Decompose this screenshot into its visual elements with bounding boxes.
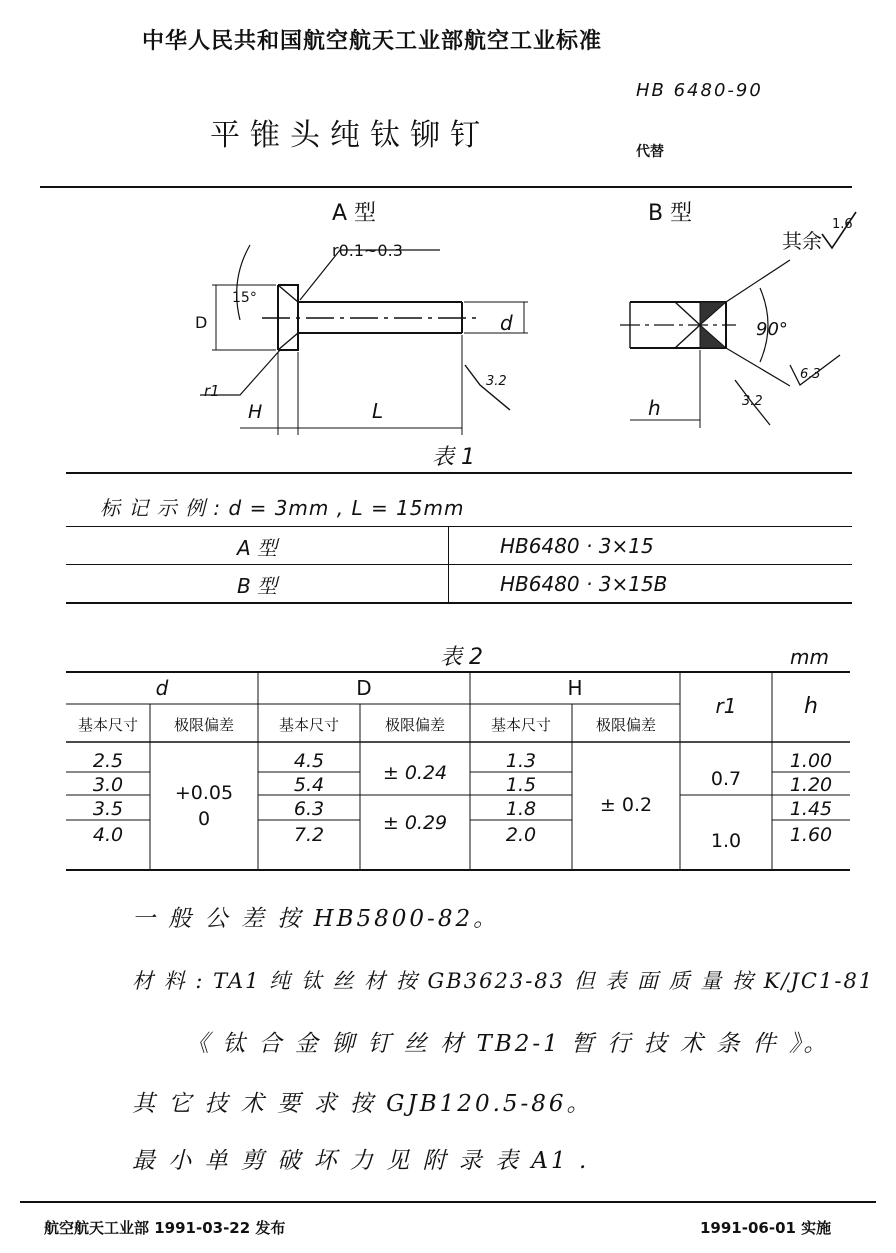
dim-d-label: d	[500, 311, 513, 335]
t2-d-basic: 2.5	[92, 750, 124, 772]
table1-bottom-rule	[66, 602, 852, 604]
implemented: 1991-06-01 实施	[700, 1219, 832, 1237]
note-material: 材 料 : TA1 纯 钛 丝 材 按 GB3623-83 但 表 面 质 量 按 K/JC1-81	[132, 969, 875, 993]
t2-header-H-basic: 基本尺寸	[490, 716, 551, 734]
angle-15-label: 15°	[232, 290, 257, 306]
t2-header-r1: r1	[715, 694, 737, 718]
fillet-label: r0.1~0.3	[332, 241, 403, 260]
table1-mark-b: HB6480 · 3×15B	[500, 572, 668, 596]
note-material-spec: 《 钛 合 金 铆 钉 丝 材 TB2-1 暂 行 技 术 条 件 》。	[186, 1031, 830, 1057]
table2-unit: mm	[790, 645, 829, 669]
t2-D-basic: 5.4	[293, 774, 325, 796]
dim-D-label: D	[195, 313, 208, 332]
t2-D-basic: 7.2	[293, 824, 325, 846]
t2-header-D: D	[356, 676, 372, 700]
t2-d-limit-lower: 0	[197, 808, 211, 830]
type-b-label: B 型	[648, 201, 693, 226]
t2-header-h: h	[804, 694, 818, 719]
t2-header-D-limit: 极限偏差	[384, 716, 445, 734]
table1-mark-a: HB6480 · 3×15	[500, 534, 654, 558]
t2-D-limit: ± 0.24	[382, 762, 448, 784]
t2-H-basic: 1.3	[505, 750, 537, 772]
roughness-63-label: 6.3	[800, 367, 821, 382]
t2-h: 1.60	[789, 824, 833, 846]
table1-type-a: A 型	[236, 536, 278, 560]
t2-r1: 1.0	[710, 830, 742, 852]
t2-H-basic: 2.0	[505, 824, 537, 846]
dim-h-label: h	[648, 396, 661, 420]
t2-header-d-basic: 基本尺寸	[77, 716, 138, 734]
t2-h: 1.45	[789, 798, 833, 820]
t2-h: 1.20	[789, 774, 833, 796]
table1-rule	[66, 526, 852, 527]
table1-type-b: B 型	[236, 574, 278, 598]
t2-H-limit: ± 0.2	[599, 794, 653, 816]
type-a-label: A 型	[332, 201, 377, 226]
issuing-organization: 中华人民共和国航空航天工业部航空工业标准	[142, 29, 603, 54]
t2-H-basic: 1.5	[505, 774, 537, 796]
t2-header-H-limit: 极限偏差	[595, 716, 656, 734]
t2-H-basic: 1.8	[505, 798, 537, 820]
note-shear-force: 最 小 单 剪 破 坏 力 见 附 录 表 A1 .	[132, 1148, 590, 1174]
t2-header-D-basic: 基本尺寸	[278, 716, 339, 734]
dim-L-label: L	[372, 399, 384, 423]
note-other-requirements: 其 它 技 术 要 求 按 GJB120.5-86。	[132, 1091, 593, 1117]
t2-D-limit: ± 0.29	[382, 812, 448, 834]
table1-top-rule	[66, 472, 852, 474]
t2-d-basic: 3.0	[92, 774, 124, 796]
t2-header-d-limit: 极限偏差	[173, 716, 234, 734]
t2-header-H: H	[567, 676, 583, 700]
t2-D-basic: 6.3	[293, 798, 325, 820]
footer-rule	[20, 1201, 876, 1203]
table2-caption: 表 2	[440, 645, 483, 670]
roughness-b-label: 3.2	[742, 394, 763, 409]
dim-H-label: H	[248, 401, 263, 423]
table1-example: 标 记 示 例 : d = 3mm , L = 15mm	[100, 496, 465, 520]
t2-h: 1.00	[789, 750, 833, 772]
standard-number: HB 6480-90	[636, 80, 763, 101]
document-title: 平锥头纯钛铆钉	[210, 118, 490, 153]
dim-r1-label: r1	[204, 382, 220, 400]
table1-caption: 表 1	[432, 445, 475, 470]
t2-header-d: d	[155, 676, 169, 700]
table1-rule	[66, 564, 852, 565]
note-general-tolerance: 一 般 公 差 按 HB5800-82。	[132, 906, 500, 932]
roughness-rest-value: 1.6	[832, 217, 853, 232]
roughness-rest-label: 其余	[782, 229, 822, 253]
replaces-label: 代替	[636, 144, 664, 160]
t2-r1: 0.7	[710, 768, 742, 790]
t2-d-basic: 4.0	[92, 824, 124, 846]
t2-d-limit-upper: +0.05	[174, 782, 234, 804]
angle-90-label: 90°	[756, 319, 788, 340]
issued-by: 航空航天工业部 1991-03-22 发布	[44, 1219, 286, 1237]
header-rule	[40, 186, 852, 188]
rivet-drawing	[0, 190, 896, 470]
roughness-a-label: 3.2	[486, 374, 507, 389]
t2-d-basic: 3.5	[92, 798, 124, 820]
t2-D-basic: 4.5	[293, 750, 325, 772]
